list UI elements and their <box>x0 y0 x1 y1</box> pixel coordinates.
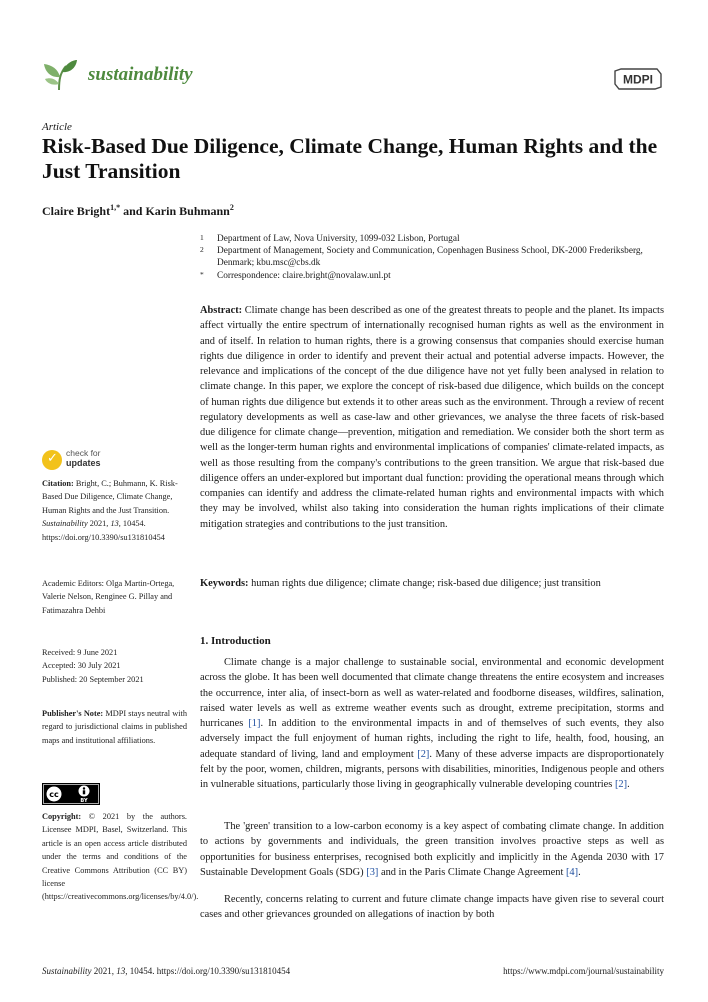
paragraph <box>200 892 664 923</box>
cc-by-license-icon[interactable] <box>42 783 100 805</box>
published-date: Published: 20 September 2021 <box>42 674 144 684</box>
footer-doi[interactable]: , 10454. https://doi.org/10.3390/su131810454 <box>125 966 291 976</box>
citation-text: Bright, C.; Buhmann, K. Risk-Based Due Diligence, Climate Change, Human Rights and the Just Transition. <box>42 479 178 515</box>
keywords <box>200 576 664 591</box>
citation-label: Citation: <box>42 479 74 488</box>
citation-block <box>42 477 187 544</box>
paragraph-text: . In addition to the environmental impacts in and of themselves of such events, they also adversely impact the full enjoyment of human rights, including the right to life, health, food, housing, an adequate standard of living, land and employment <box>200 718 664 760</box>
footer-volume: 13 <box>116 966 126 976</box>
author-superscript: 1,* <box>110 203 121 212</box>
paragraph-text: . <box>578 866 581 878</box>
paragraph-text: and in the Paris Climate Change Agreement <box>378 866 566 878</box>
citation-link[interactable]: [2] <box>614 779 628 790</box>
affiliation-mark: 2 <box>200 245 204 255</box>
paragraph-text: Recently, concerns relating to current and future climate change impacts have given rise to several court cases and other grievances grounded on allegations of inaction by both <box>200 894 664 921</box>
footer-journal-url[interactable]: https://www.mdpi.com/journal/sustainability <box>503 966 664 976</box>
affiliations <box>200 233 670 282</box>
citation-link[interactable]: [1] <box>248 718 261 729</box>
publication-dates <box>42 646 187 686</box>
author-name[interactable]: Karin Buhmann <box>145 204 230 218</box>
affiliation-mark: * <box>200 269 204 279</box>
citation-link[interactable]: [2] <box>417 748 430 760</box>
citation-link[interactable]: [4] <box>565 866 579 878</box>
section-heading: 1. Introduction <box>200 635 271 647</box>
paragraph-text: . <box>627 779 630 790</box>
author-list <box>42 203 234 219</box>
abstract <box>200 303 664 532</box>
affiliation-text: Department of Management, Society and Communication, Copenhagen Business School, DK-2000 Frederiksberg, Denmark; kbu.msc@cbs.dk <box>217 246 643 269</box>
author-superscript: 2 <box>229 203 234 212</box>
keywords-text: human rights due diligence; climate change; risk-based due diligence; just transition <box>248 578 601 589</box>
accepted-date: Accepted: 30 July 2021 <box>42 661 121 671</box>
paragraph <box>200 655 664 792</box>
author-separator: and <box>120 204 146 218</box>
publisher-note <box>42 707 187 747</box>
publisher-note-label: Publisher's Note: <box>42 709 104 718</box>
received-date: Received: 9 June 2021 <box>42 648 118 657</box>
paragraph-text: . Many of these adverse impacts are disproportionately felt by the poor, women, children, migrants, persons with disabilities, minorities, Indigenous people and others in vulnerable situations, particularly those living in geographically vulnerable developing countries <box>200 748 664 790</box>
affiliation-item <box>200 270 670 282</box>
affiliation-text: Department of Law, Nova University, 1099-032 Lisbon, Portugal <box>217 234 460 244</box>
citation-volume: 13 <box>110 519 119 529</box>
check-badge-icon: ✓ <box>42 450 62 470</box>
journal-name: sustainability <box>88 64 193 85</box>
affiliation-item <box>200 233 670 245</box>
footer-citation <box>42 966 290 976</box>
paragraph-text: The 'green' transition to a low-carbon economy is a key aspect of combating climate change. In addition to actions by governments and individuals, the green transition involves proactive steps as well as opportunities for business enterprises, recognised both explicitly and implicitly in the Agenda 2030 with 17 Sustainable Development Goals (SDG) <box>200 821 664 878</box>
cc-label: cc <box>49 790 59 799</box>
copyright-label: Copyright: <box>42 812 82 821</box>
copyright-text: © 2021 by the authors. Licensee MDPI, Basel, Switzerland. This article is an open access article distributed under the terms and conditions of the Creative Commons Attribution (CC BY) license (https://creativecommons.org/licenses/by/4.0/). <box>42 812 199 902</box>
abstract-label: Abstract: <box>200 305 243 316</box>
footer-journal: Sustainability <box>42 966 92 976</box>
check-for-updates-button[interactable] <box>42 448 162 472</box>
citation-journal: Sustainability <box>42 519 88 529</box>
article-type: Article <box>42 121 72 133</box>
keywords-label: Keywords: <box>200 578 249 589</box>
citation-year: 2021, <box>87 519 111 529</box>
academic-editors: Academic Editors: Olga Martin-Ortega, Valerie Nelson, Renginee G. Pillay and Fatimazahra Dehbi <box>42 579 175 615</box>
author-name[interactable]: Claire Bright <box>42 204 111 218</box>
cc-by-label: BY <box>80 798 88 804</box>
affiliation-mark: 1 <box>200 233 204 242</box>
affiliation-text: Correspondence: claire.bright@novalaw.unl.pt <box>217 270 391 281</box>
paragraph-text: Climate change is a major challenge to sustainable social, environmental and economic development across the globe. It has been well documented that climate change threatens the entire ecosystem and increases the occurrence, inter alia, of insect-born as well as water-related and foodborne diseases, wildfires, salination, raised water levels as well as extreme weather events such as drought, extreme precipitation, storms and hurricanes <box>200 657 664 729</box>
mdpi-logo-text: MDPI <box>623 72 653 87</box>
affiliation-item <box>200 245 670 269</box>
citation-doi[interactable]: , 10454. https://doi.org/10.3390/su131810454 <box>42 519 165 542</box>
check-updates-line2: updates <box>66 458 101 468</box>
footer-year: 2021, <box>91 966 117 976</box>
check-updates-line1: check for <box>66 448 101 458</box>
journal-leaf-logo-icon <box>42 58 78 92</box>
abstract-text: Climate change has been described as one of the greatest threats to people and the planet. Its impacts affect virtually the entire spectrum of internationally recognised human rights as well as the environment in and of itself. In relation to human rights, there is a growing consensus that companies should exercise human rights due diligence in order to identify and prevent their actual and potential adverse impacts. However, the relevance and implications of the concept of the due diligence have not yet fully been analysed in relation to climate change. In this paper, we explore the concept of risk-based due diligence, which builds on the concept of human rights due diligence but extends it to other areas such as the environment. Through a review of recent regulatory developments as well as case-law and other grievances, we analyse the three facets of risk-based due diligence for climate change—prevention, mitigation and remediation. We consider both the short term as well as the longer-term human rights and environmental implications of companies' climate-related impacts, as well as those resulting from the company's contributions to the green transition. We argue that risk-based due diligence offers an under-explored but important dual function: providing the operational means through which companies can identify and address the climate-related human rights and environmental impacts with which they may be involved, whilst also taking into consideration the human rights implications of their climate mitigation strategies and contributions to the just transition. <box>200 305 664 530</box>
copyright-notice <box>42 810 199 904</box>
paragraph <box>200 819 664 880</box>
citation-link[interactable]: [3] <box>366 866 379 878</box>
article-title: Risk-Based Due Diligence, Climate Change, Human Rights and the Just Transition <box>42 134 658 183</box>
publisher-note-text: MDPI stays neutral with regard to jurisdictional claims in published maps and institutional affiliations. <box>42 709 187 745</box>
mdpi-logo-icon <box>613 68 663 90</box>
